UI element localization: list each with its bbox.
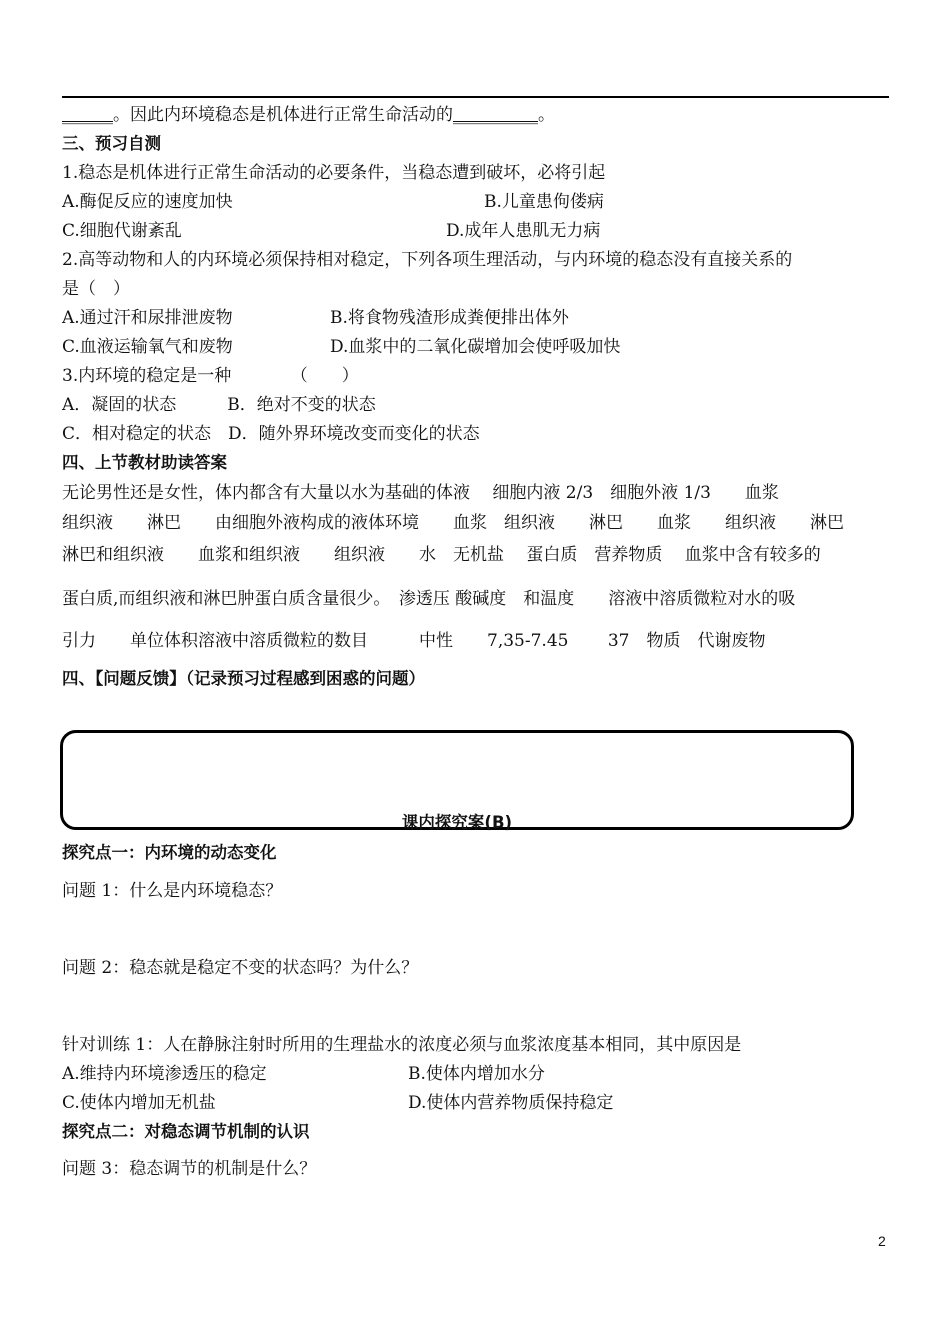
q2-option-c: C.血液运输氧气和废物 <box>62 337 233 357</box>
question-1: 问题 1：什么是内环境稳态？ <box>62 881 283 901</box>
section-title-feedback: 四、【问题反馈】（记录预习过程感到困惑的问题） <box>62 669 425 688</box>
question-3: 问题 3：稳态调节的机制是什么？ <box>62 1159 317 1179</box>
answers-line-3: 淋巴和组织液 血浆和组织液 组织液 水 无机盐 蛋白质 营养物质 血浆中含有较多的 <box>62 545 821 565</box>
blank-b: __________ <box>453 105 538 125</box>
q2-text-line2: 是（ ） <box>62 279 130 299</box>
q2-option-a: A.通过汗和尿排泄废物 <box>62 308 233 328</box>
continuation-text: 。因此内环境稳态是机体进行正常生命活动的 <box>113 105 453 125</box>
blank-a: ______ <box>62 105 113 125</box>
q1-option-b: B.儿童患佝偻病 <box>484 192 604 212</box>
explore-point-1-title: 探究点一：内环境的动态变化 <box>62 843 277 862</box>
answers-line-1: 无论男性还是女性，体内都含有大量以水为基础的体液 细胞内液 2/3 细胞外液 1/3 血浆 <box>62 483 779 503</box>
explore-point-2-title: 探究点二：对稳态调节机制的认识 <box>62 1122 310 1141</box>
q2-option-b: B.将食物残渣形成粪便排出体外 <box>330 308 569 328</box>
answers-line-2: 组织液 淋巴 由细胞外液构成的液体环境 血浆 组织液 淋巴 血浆 组织液 淋巴 <box>62 513 844 533</box>
q2-text-line1: 2.高等动物和人的内环境必须保持相对稳定，下列各项生理活动，与内环境的稳态没有直接关系的 <box>62 250 793 270</box>
feedback-box <box>60 730 854 830</box>
training-option-b: B.使体内增加水分 <box>408 1064 545 1084</box>
q2-option-d: D.血浆中的二氧化碳增加会使呼吸加快 <box>330 337 621 357</box>
q3-text: 3.内环境的稳定是一种 （ ） <box>62 366 359 386</box>
q3-options-cd: C．相对稳定的状态 D．随外界环境改变而变化的状态 <box>62 424 480 444</box>
q1-option-d: D.成年人患肌无力病 <box>446 221 601 241</box>
section-title-self-test: 三、预习自测 <box>62 134 161 153</box>
top-rule <box>62 96 889 98</box>
training-option-a: A.维持内环境渗透压的稳定 <box>62 1064 267 1084</box>
answers-line-5: 引力 单位体积溶液中溶质微粒的数目 中性 7,35-7.45 37 物质 代谢废物 <box>62 631 766 651</box>
training-option-c: C.使体内增加无机盐 <box>62 1093 216 1113</box>
training-option-d: D.使体内营养物质保持稳定 <box>408 1093 614 1113</box>
training-1-text: 针对训练 1：人在静脉注射时所用的生理盐水的浓度必须与血浆浓度基本相同，其中原因是 <box>62 1035 742 1055</box>
q1-option-a: A.酶促反应的速度加快 <box>62 192 233 212</box>
answers-line-4: 蛋白质,而组织液和淋巴肿蛋白质含量很少。 渗透压 酸碱度 和温度 溶液中溶质微粒对水的吸 <box>62 589 796 609</box>
continuation-line <box>62 104 555 126</box>
box-title: 课内探究案(B) <box>401 813 513 832</box>
q3-options-ab: A．凝固的状态 B．绝对不变的状态 <box>62 395 376 415</box>
section-title-answers: 四、上节教材助读答案 <box>62 453 227 472</box>
question-2: 问题 2：稳态就是稳定不变的状态吗？为什么？ <box>62 958 419 978</box>
q1-option-c: C.细胞代谢紊乱 <box>62 221 182 241</box>
q1-text: 1.稳态是机体进行正常生命活动的必要条件，当稳态遭到破坏，必将引起 <box>62 163 606 183</box>
page-number: 2 <box>878 1233 886 1249</box>
continuation-end: 。 <box>538 105 555 125</box>
